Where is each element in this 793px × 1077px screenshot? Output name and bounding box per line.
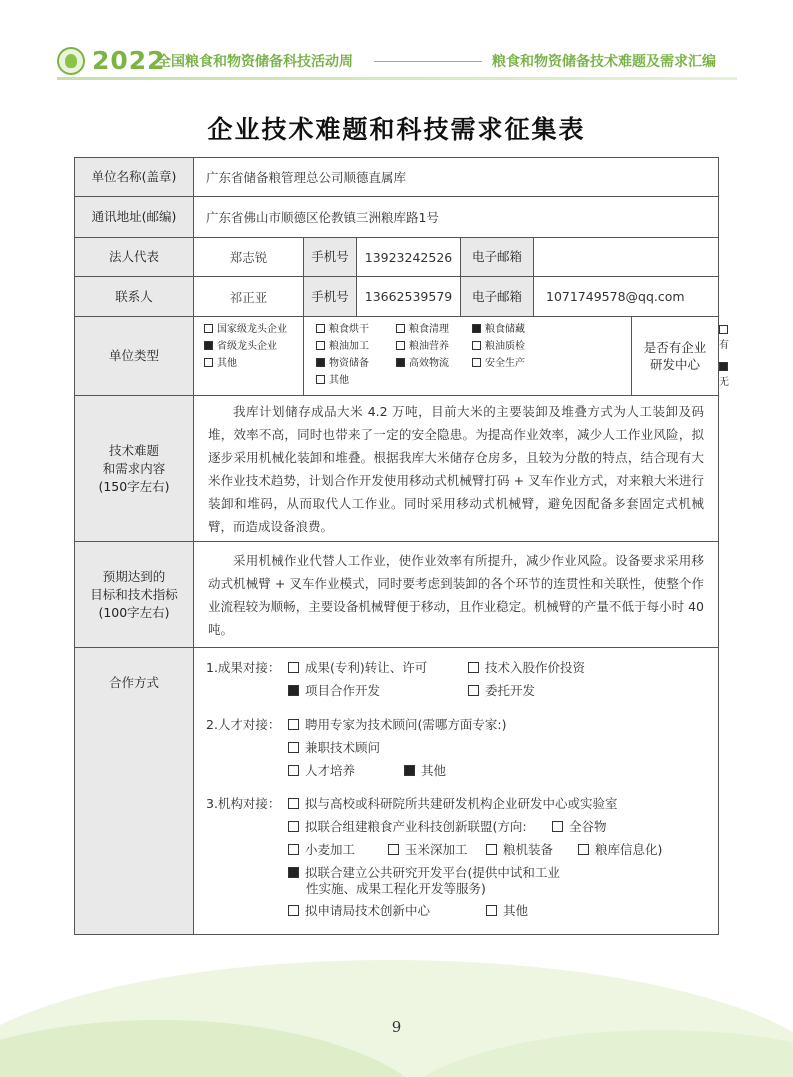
checkbox-checked-icon: [719, 362, 728, 371]
coop-option[interactable]: 拟联合建立公共研究开发平台(提供中试和工业: [288, 863, 560, 881]
coop-s1-label: 1.成果对接：: [206, 660, 281, 675]
contact-email: 1071749578@qq.com: [534, 277, 719, 317]
unit-type-option[interactable]: 其他: [204, 355, 303, 372]
coop-option-cont: 性实施、成果工程化开发等服务): [306, 881, 486, 896]
checkbox-icon: [288, 905, 299, 916]
checkbox-icon: [396, 324, 405, 333]
page-title: 企业技术难题和科技需求征集表: [207, 115, 586, 144]
checkbox-icon: [316, 375, 325, 384]
header-divider: [374, 61, 482, 62]
unit-type-col4: [472, 321, 552, 389]
unit-type-grid: [304, 317, 632, 396]
coop-option[interactable]: 拟联合组建粮食产业科技创新联盟(方向:: [288, 817, 527, 835]
unit-type-option[interactable]: 粮食清理: [396, 321, 472, 338]
unit-type-col3: [396, 321, 472, 389]
checkbox-icon: [288, 719, 299, 730]
coop-option[interactable]: 项目合作开发: [288, 681, 380, 699]
row-unit-type: [75, 317, 719, 396]
legal-email: [534, 238, 719, 277]
rd-no-option[interactable]: 无: [719, 362, 732, 388]
row-contact: [75, 277, 719, 317]
coop-label: 合作方式: [75, 648, 194, 935]
contact-phone: 13662539579: [357, 277, 461, 317]
checkbox-icon: [472, 358, 481, 367]
coop-option[interactable]: 粮库信息化): [578, 840, 662, 858]
coop-option[interactable]: 委托开发: [468, 681, 535, 699]
unit-type-option[interactable]: 粮油质检: [472, 338, 552, 355]
coop-option[interactable]: 聘用专家为技术顾问(需哪方面专家:): [288, 715, 506, 733]
coop-option[interactable]: 全谷物: [552, 817, 607, 835]
unit-type-option[interactable]: 高效物流: [396, 355, 472, 372]
goal-label: 预期达到的 目标和技术指标 (100字左右): [75, 542, 194, 648]
checkbox-icon: [388, 844, 399, 855]
checkbox-icon: [486, 905, 497, 916]
unit-type-option[interactable]: 物资储备: [316, 355, 396, 372]
checkbox-icon: [288, 798, 299, 809]
row-tech: [75, 396, 719, 542]
coop-option[interactable]: 小麦加工: [288, 840, 355, 858]
header-underline: [57, 77, 737, 80]
tech-content: 我库计划储存成品大米 4.2 万吨，目前大米的主要装卸及堆叠方式为人工装卸及码堆，效率不高，同时也带来了一定的安全隐患。为提高作业效率，减少人工作业风险，拟逐步采用机械化装卸和堆叠。根据我库大米储存仓房多，且较为分散的特点，结合现有大米作业技术趋势，计划合作开发使用移动式机械臂打码 + 叉车作业方式，对来粮大米进行装卸和堆码，从而取代人工作业。同时采用移动式机械臂，避免因配备多套固定式机械臂，而造成设备浪费。: [194, 396, 719, 542]
unit-type-option[interactable]: 粮油营养: [396, 338, 472, 355]
legal-label: 法人代表: [75, 238, 194, 277]
address-value: 广东省佛山市顺德区伦教镇三洲粮库路1号: [194, 197, 719, 238]
row-coop: [75, 648, 719, 935]
unit-type-col2: [304, 321, 396, 389]
coop-option[interactable]: 拟申请局技术创新中心: [288, 901, 430, 919]
row-address: [75, 197, 719, 238]
unit-type-label: 单位类型: [75, 317, 194, 396]
checkbox-icon: [288, 765, 299, 776]
coop-option[interactable]: 兼职技术顾问: [288, 738, 380, 756]
unit-type-option[interactable]: 国家级龙头企业: [204, 321, 303, 338]
checkbox-checked-icon: [396, 358, 405, 367]
address-label: 通讯地址(邮编): [75, 197, 194, 238]
checkbox-icon: [288, 821, 299, 832]
checkbox-icon: [719, 325, 728, 334]
coop-s2-label: 2.人才对接：: [206, 717, 281, 732]
contact-email-label: 电子邮箱: [461, 277, 534, 317]
unit-type-option[interactable]: 其他: [316, 372, 396, 389]
background-decoration: [0, 930, 793, 1077]
page-number: 9: [391, 1018, 402, 1036]
checkbox-icon: [288, 662, 299, 673]
legal-phone-label: 手机号: [304, 238, 357, 277]
checkbox-icon: [486, 844, 497, 855]
checkbox-icon: [204, 358, 213, 367]
unit-name-label: 单位名称(盖章): [75, 158, 194, 197]
form-table: [74, 157, 730, 935]
checkbox-icon: [468, 685, 479, 696]
coop-option[interactable]: 其他: [404, 761, 446, 779]
coop-s3-label: 3.机构对接：: [206, 796, 281, 811]
logo-icon: [57, 47, 85, 75]
unit-type-option[interactable]: 粮油加工: [316, 338, 396, 355]
unit-type-option[interactable]: 省级龙头企业: [204, 338, 303, 355]
legal-phone: 13923242526: [357, 238, 461, 277]
goal-content: 采用机械作业代替人工作业，使作业效率有所提升，减少作业风险。设备要求采用移动式机械臂 + 叉车作业模式，同时要考虑到装卸的各个环节的连贯性和关联性，使整个作业流程较为顺畅，主要设备机械臂便于移动，且作业稳定。机械臂的产量不低于每小时 40 吨。: [194, 542, 719, 648]
checkbox-checked-icon: [472, 324, 481, 333]
checkbox-icon: [578, 844, 589, 855]
unit-name-value: 广东省储备粮管理总公司顺德直属库: [194, 158, 719, 197]
row-legal: [75, 238, 719, 277]
contact-label: 联系人: [75, 277, 194, 317]
checkbox-icon: [396, 341, 405, 350]
unit-type-col1: [194, 317, 304, 396]
checkbox-icon: [204, 324, 213, 333]
header-left-title: 全国粮食和物资储备科技活动周: [157, 54, 353, 70]
header-year: 2022: [92, 46, 166, 75]
checkbox-checked-icon: [204, 341, 213, 350]
page-header: [0, 0, 793, 80]
checkbox-icon: [468, 662, 479, 673]
checkbox-icon: [552, 821, 563, 832]
checkbox-icon: [288, 742, 299, 753]
rd-center-label: 是否有企业研发中心: [632, 317, 719, 396]
unit-type-option[interactable]: 粮食烘干: [316, 321, 396, 338]
coop-option[interactable]: 技术入股作价投资: [468, 658, 585, 676]
unit-type-option[interactable]: 粮食储藏: [472, 321, 552, 338]
coop-option[interactable]: 玉米深加工: [388, 840, 468, 858]
checkbox-icon: [316, 341, 325, 350]
coop-option[interactable]: 成果(专利)转让、许可: [288, 658, 427, 676]
checkbox-icon: [288, 844, 299, 855]
coop-option[interactable]: 粮机装备: [486, 840, 553, 858]
contact-phone-label: 手机号: [304, 277, 357, 317]
row-unit-name: [75, 158, 719, 197]
coop-option[interactable]: 人才培养: [288, 761, 355, 779]
tech-label: 技术难题 和需求内容 (150字左右): [75, 396, 194, 542]
checkbox-checked-icon: [316, 358, 325, 367]
checkbox-icon: [472, 341, 481, 350]
checkbox-checked-icon: [288, 867, 299, 878]
checkbox-icon: [316, 324, 325, 333]
header-right-title: 粮食和物资储备技术难题及需求汇编: [492, 54, 716, 70]
coop-option[interactable]: 拟与高校或科研院所共建研发机构企业研发中心或实验室: [288, 794, 618, 812]
coop-option[interactable]: 其他: [486, 901, 528, 919]
rd-yes-option[interactable]: 有: [719, 325, 732, 351]
contact-name: 祁正亚: [194, 277, 304, 317]
checkbox-checked-icon: [404, 765, 415, 776]
legal-name: 郑志锐: [194, 238, 304, 277]
legal-email-label: 电子邮箱: [461, 238, 534, 277]
row-goal: [75, 542, 719, 648]
coop-options: [194, 648, 719, 935]
unit-type-option[interactable]: 安全生产: [472, 355, 552, 372]
checkbox-checked-icon: [288, 685, 299, 696]
